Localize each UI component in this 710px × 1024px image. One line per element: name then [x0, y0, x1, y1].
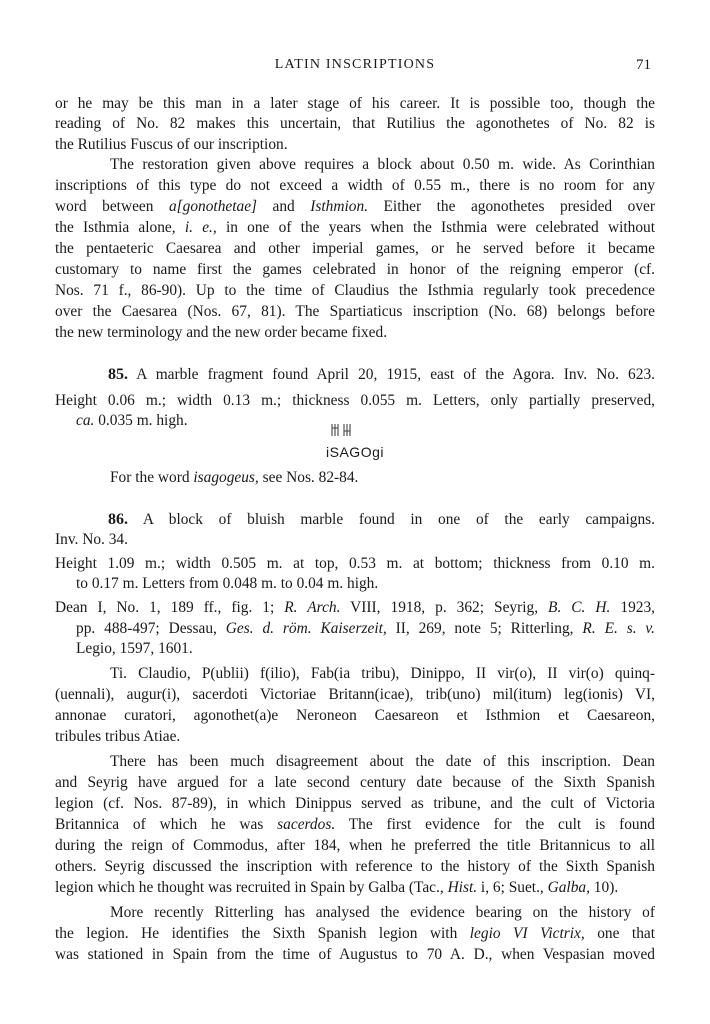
- entry-number: 86.: [108, 511, 128, 528]
- inscription-text-line: (uennali), augur(i), sacerdoti Victoriae Britann(icae), trib(uno) mil(itum) leg(ionis) VI,: [55, 686, 655, 703]
- inscription-text-line: Ti. Claudio, P(ublii) f(ilio), Fab(ia tribu), Dinippo, II vir(o), II vir(o) quinq-: [110, 665, 655, 682]
- bibliography-line: Dean I, No. 1, 189 ff., fig. 1; R. Arch. VIII, 1918, p. 362; Seyrig, B. C. H. 1923,: [55, 599, 655, 616]
- text-line: was stationed in Spain from the time of Augustus to 70 A. D., when Vespasian moved: [55, 946, 655, 963]
- inscription-text-line: annonae curatori, agonothet(a)e Neroneon Caesareon et Isthmion et Caesareon,: [55, 707, 655, 724]
- text-line: ca. 0.035 m. high.: [76, 412, 188, 429]
- text-line: For the word isagogeus, see Nos. 82-84.: [110, 469, 359, 486]
- text-line: Height 0.06 m.; width 0.13 m.; thickness 0.055 m. Letters, only partially preserved,: [55, 392, 655, 409]
- text-line: Nos. 71 f., 86-90). Up to the time of Claudius the Isthmia regularly took precedence: [55, 282, 655, 299]
- text-line: the Rutilius Fuscus of our inscription.: [55, 136, 288, 153]
- text-line: customary to name first the games celebrated in honor of the reigning emperor (cf.: [55, 261, 655, 278]
- text-line: to 0.17 m. Letters from 0.048 m. to 0.04 m. high.: [76, 575, 379, 592]
- inscription-text-line: tribules tribus Atiae.: [55, 728, 181, 745]
- text-line: the Isthmia alone, i. e., in one of the years when the Isthmia were celebrated without: [55, 219, 656, 236]
- text-line: reading of No. 82 makes this uncertain, that Rutilius the agonothetes of No. 82 is: [55, 115, 655, 132]
- text-line: There has been much disagreement about the date of this inscription. Dean: [110, 753, 655, 770]
- text-line: The restoration given above requires a block about 0.50 m. wide. As Corinthian: [110, 156, 655, 173]
- text-line: during the reign of Commodus, after 184, when he preferred the title Britannicus to all: [55, 837, 655, 854]
- text-line: others. Seyrig discussed the inscription with reference to the history of the Sixth Spanish: [55, 858, 655, 875]
- text-line: the legion. He identifies the Sixth Spanish legion with legio VI Victrix, one that: [55, 925, 656, 942]
- text-line: legion which he thought was recruited in Spain by Galba (Tac., Hist. i, 6; Suet., Galba, 10).: [55, 879, 619, 896]
- text-line: Britannica of which he was sacerdos. The first evidence for the cult is found: [55, 816, 655, 833]
- text-line: legion (cf. Nos. 87-89), in which Dinippus served as tribune, and the cult of Victoria: [55, 795, 655, 812]
- bibliography-line: pp. 488-497; Dessau, Ges. d. röm. Kaiserzeit, II, 269, note 5; Ritterling, R. E. s. v.: [76, 620, 655, 637]
- page-number: 71: [636, 57, 651, 73]
- running-title: LATIN INSCRIPTIONS: [274, 57, 436, 72]
- text-line: the new terminology and the new order became fixed.: [55, 324, 388, 341]
- text-line: inscriptions of this type do not exceed a width of 0.55 m., there is no room for any: [55, 177, 655, 194]
- text-line: word between a[gonothetae] and Isthmion. Either the agonothetes presided over: [55, 198, 655, 215]
- bibliography-line: Legio, 1597, 1601.: [76, 640, 193, 657]
- text-line: over the Caesarea (Nos. 67, 81). The Spartiaticus inscription (No. 68) belongs before: [55, 303, 655, 320]
- text-line: and Seyrig have argued for a late second century date because of the Sixth Spanish: [55, 774, 655, 791]
- text-line: Height 1.09 m.; width 0.505 m. at top, 0.53 m. at bottom; thickness from 0.10 m.: [55, 555, 655, 572]
- text-line: the pentaeteric Caesarea and other imperial games, or he served before it became: [55, 240, 655, 257]
- entry-number: 85.: [108, 366, 128, 383]
- fragment-drawing: [330, 422, 354, 438]
- text-line: or he may be this man in a later stage of his career. It is possible too, though the: [55, 95, 655, 112]
- inscription-transcription: iSAGOgi: [326, 444, 384, 460]
- text-line: More recently Ritterling has analysed the evidence bearing on the history of: [110, 904, 655, 921]
- text-line: Inv. No. 34.: [55, 531, 128, 548]
- entry-85-heading: 85. A marble fragment found April 20, 1915, east of the Agora. Inv. No. 623.: [108, 366, 655, 383]
- entry-86-heading: 86. A block of bluish marble found in one of the early campaigns.: [108, 511, 655, 528]
